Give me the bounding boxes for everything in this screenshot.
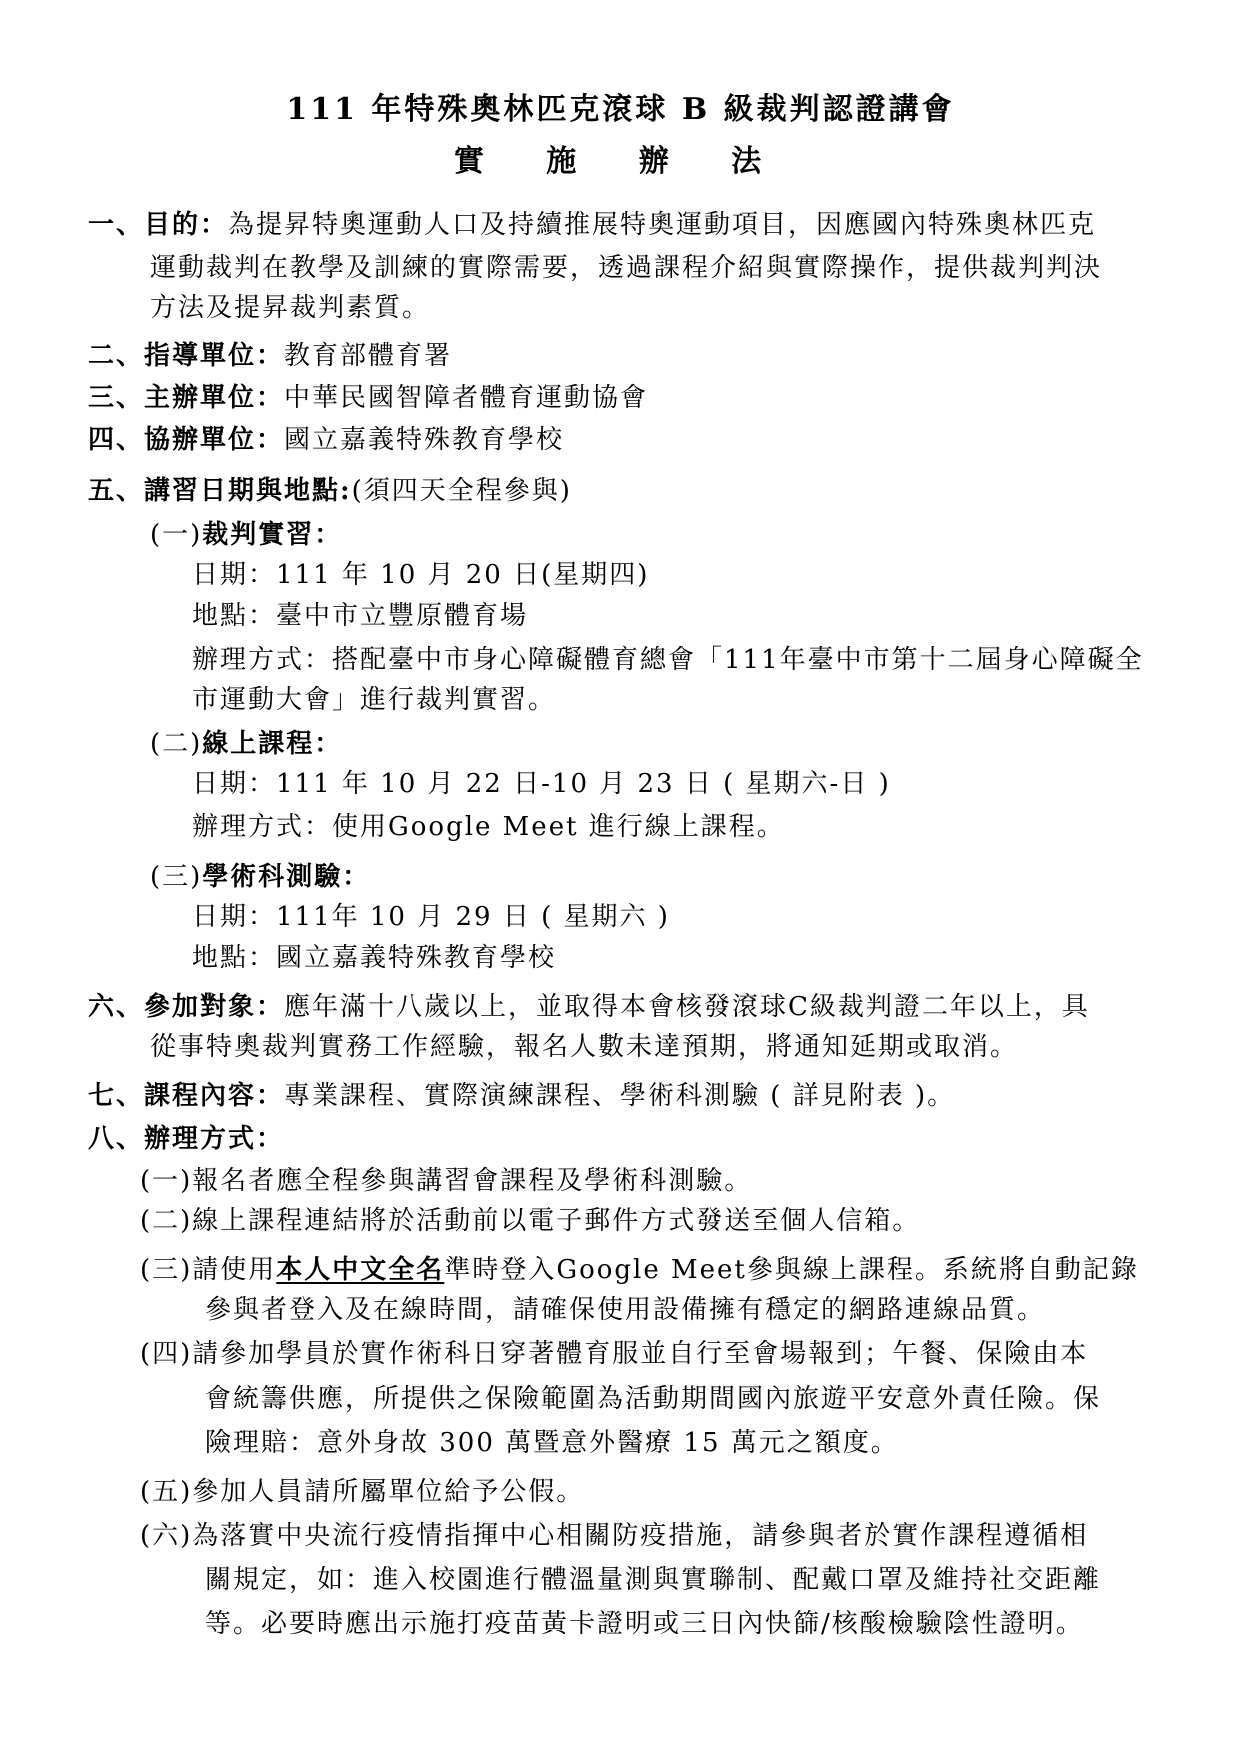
organizer-label: 三、主辦單位： [88, 383, 285, 413]
procedure-item-3-pre: (三)請使用 [140, 1255, 277, 1285]
guidance-unit [88, 341, 452, 371]
content-label: 七、課程內容： [88, 1081, 285, 1111]
content-line [88, 1081, 955, 1111]
online-date: 日期：111 年 10 月 22 日-10 月 23 日 ( 星期六-日 ) [192, 769, 891, 799]
exam-heading [150, 862, 370, 892]
co-organizer-unit [88, 425, 564, 455]
document-subtitle: 實 施 辦 法 [453, 144, 788, 179]
procedure-item-6-line-3: 等。必要時應出示施打疫苗黃卡證明或三日內快篩/核酸檢驗陰性證明。 [205, 1609, 1084, 1639]
exam-date: 日期：111年 10 月 29 日 ( 星期六 ) [192, 902, 670, 932]
schedule-label: 五、講習日期與地點: [88, 476, 352, 506]
practice-method-1: 辦理方式：搭配臺中市身心障礙體育總會「111年臺中市第十二屆身心障礙全 [192, 645, 1144, 675]
exam-num: (三) [150, 862, 203, 892]
co-organizer-value: 國立嘉義特殊教育學校 [284, 425, 565, 455]
schedule-heading [88, 476, 572, 506]
practice-heading [150, 520, 342, 550]
document-title: 111 年特殊奧林匹克滾球 B 級裁判認證講會 [286, 92, 955, 127]
participants-text-1: 應年滿十八歲以上，並取得本會核發滾球C級裁判證二年以上，具 [284, 992, 1090, 1022]
co-organizer-label: 四、協辦單位： [88, 425, 285, 455]
procedure-item-6-line-1: (六)為落實中央流行疫情指揮中心相關防疫措施，請參與者於實作課程遵循相 [140, 1521, 1089, 1551]
procedure-item-1: (一)報名者應全程參與講習會課程及學術科測驗。 [140, 1166, 753, 1196]
organizer-unit [88, 383, 648, 413]
purpose-line-3: 方法及提昇裁判素質。 [150, 293, 431, 323]
practice-num: (一) [150, 520, 203, 550]
participants-line-1 [88, 992, 1090, 1022]
online-heading [150, 729, 342, 759]
participants-line-2: 從事特奧裁判實務工作經驗，報名人數未達預期，將通知延期或取消。 [150, 1032, 1019, 1062]
practice-method-2: 市運動大會」進行裁判實習。 [192, 685, 557, 715]
procedure-item-5: (五)參加人員請所屬單位給予公假。 [140, 1477, 585, 1507]
schedule-note: (須四天全程參與) [351, 476, 572, 506]
content-value: 專業課程、實際演練課程、學術科測驗 ( 詳見附表 )。 [284, 1081, 956, 1111]
procedures-heading [88, 1124, 284, 1154]
procedure-item-3-line-2: 參與者登入及在線時間，請確保使用設備擁有穩定的網路連線品質。 [205, 1295, 1046, 1325]
purpose-label: 一、目的： [88, 210, 229, 240]
procedure-item-4-line-1: (四)請參加學員於實作術科日穿著體育服並自行至會場報到；午餐、保險由本 [140, 1339, 1089, 1369]
procedure-item-4-line-2: 會統籌供應，所提供之保險範圍為活動期間國內旅遊平安意外責任險。保 [205, 1384, 1102, 1414]
procedure-item-4-line-3: 險理賠：意外身故 300 萬暨意外醫療 15 萬元之額度。 [205, 1428, 899, 1458]
exam-name: 學術科測驗： [202, 862, 371, 892]
practice-name: 裁判實習： [202, 520, 343, 550]
guidance-label: 二、指導單位： [88, 341, 285, 371]
participants-label: 六、參加對象： [88, 992, 285, 1022]
procedure-item-2: (二)線上課程連結將於活動前以電子郵件方式發送至個人信箱。 [140, 1206, 921, 1236]
online-name: 線上課程： [202, 729, 343, 759]
procedure-item-3-line-1 [140, 1255, 1139, 1285]
procedure-item-3-post: 準時登入Google Meet參與線上課程。系統將自動記錄 [444, 1255, 1139, 1285]
practice-place: 地點：臺中市立豐原體育場 [192, 601, 529, 631]
procedure-item-3-emphasis: 本人中文全名 [276, 1255, 445, 1285]
exam-place: 地點：國立嘉義特殊教育學校 [192, 943, 557, 973]
guidance-value: 教育部體育署 [284, 341, 453, 371]
organizer-value: 中華民國智障者體育運動協會 [284, 383, 649, 413]
purpose-line-2: 運動裁判在教學及訓練的實際需要，透過課程介紹與實際操作，提供裁判判決 [150, 253, 1103, 283]
procedures-label: 八、辦理方式： [88, 1124, 285, 1154]
practice-date: 日期：111 年 10 月 20 日(星期四) [192, 560, 650, 590]
procedure-item-6-line-2: 關規定，如：進入校園進行體溫量測與實聯制、配戴口罩及維持社交距離 [205, 1565, 1102, 1595]
purpose-line-1 [88, 210, 1096, 240]
online-method: 辦理方式：使用Google Meet 進行線上課程。 [192, 812, 785, 842]
purpose-text-1: 為提昇特奧運動人口及持續推展特奧運動項目，因應國內特殊奧林匹克 [228, 210, 1097, 240]
online-num: (二) [150, 729, 203, 759]
